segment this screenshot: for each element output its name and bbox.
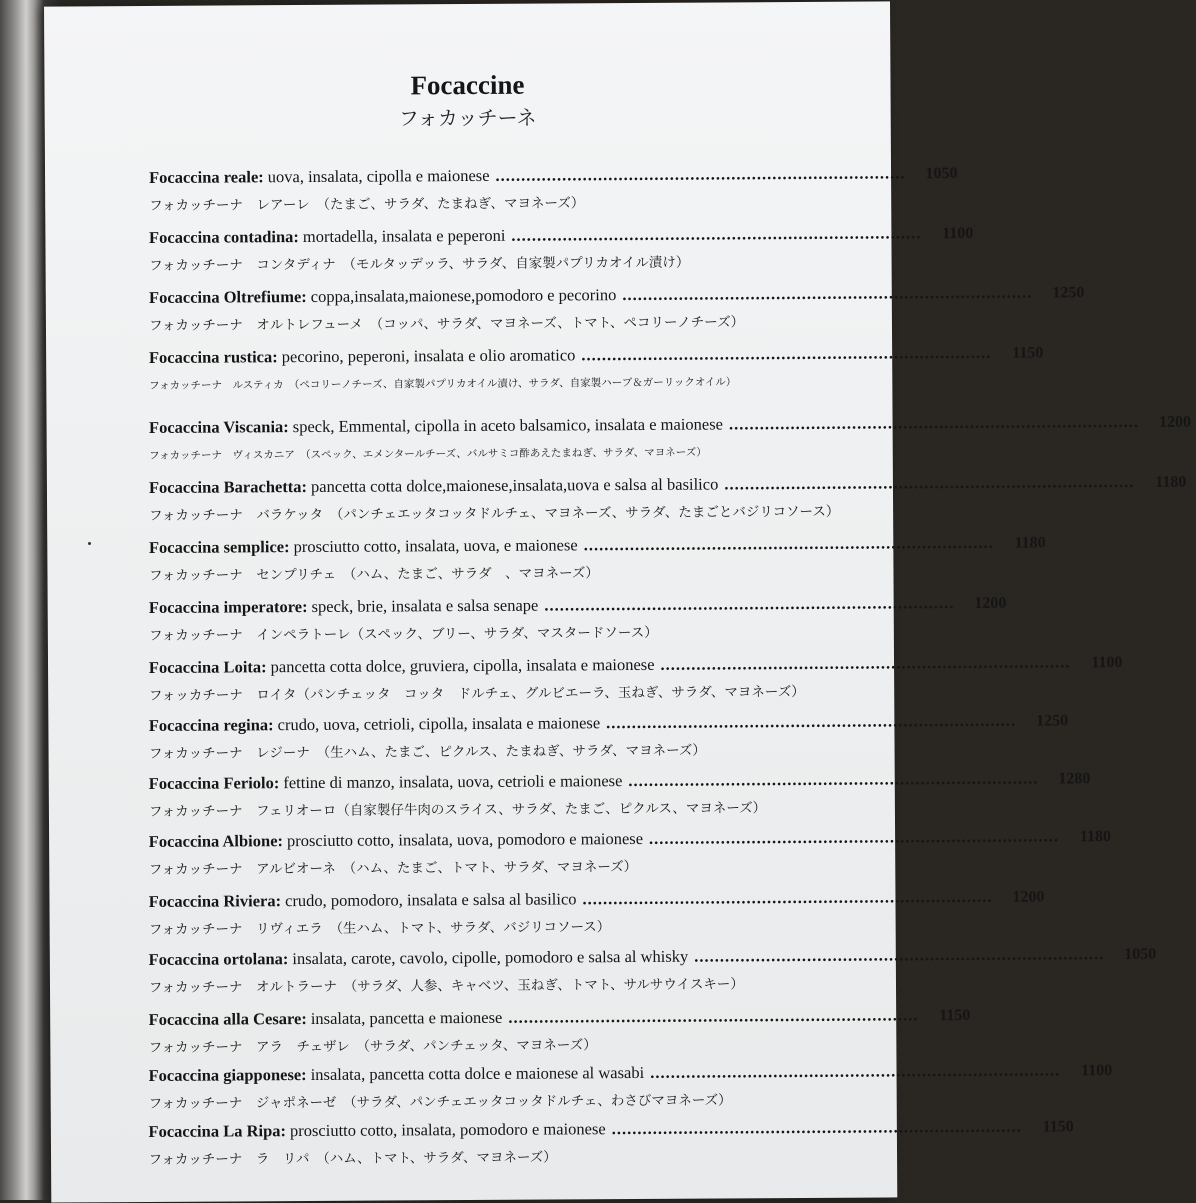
menu-item-japanese: フォカッチーナ ラ リパ （ハム、トマト、サラダ、マヨネーズ）	[148, 1149, 557, 1168]
menu-item-price: 1150	[1042, 1118, 1074, 1136]
menu-item-description: prosciutto cotto, insalata, pomodoro e maionese	[289, 1119, 606, 1141]
dot-leader: ................................................................................	[611, 1116, 1022, 1139]
menu-item-japanese: フォッカチーナ ロイタ（パンチェッタ コッタ ドルチェ、グルビエーラ、玉ねぎ、サラダ、マヨネーズ）	[148, 683, 805, 704]
menu-item-japanese: フォカッチーナ ルスティカ （ペコリーノチーズ、自家製パプリカオイル漬け、サラダ、自家製ハーブ＆ガーリックオイル）	[149, 376, 737, 392]
dot-leader: ................................................................................	[544, 593, 955, 615]
menu-item	[148, 652, 1123, 705]
menu-item	[148, 826, 1112, 879]
menu-item-price: 1250	[1052, 284, 1085, 302]
dot-leader: ................................................................................	[694, 944, 1105, 966]
menu-item	[148, 163, 958, 215]
menu-item-price: 1280	[1058, 770, 1091, 788]
menu-item-price: 1100	[942, 224, 974, 243]
menu-item-line	[148, 768, 1091, 795]
menu-item-price: 1180	[1014, 534, 1046, 552]
menu-item-description: coppa,insalata,maionese,pomodoro e pecorino	[310, 285, 617, 306]
dot-leader: ................................................................................	[622, 282, 1033, 305]
menu-item-price: 1250	[1036, 712, 1069, 730]
dot-leader: ................................................................................	[508, 1005, 919, 1027]
page-title: Focaccine	[410, 69, 525, 101]
menu-item-line	[148, 652, 1123, 679]
menu-item-japanese: フォカッチーナ ヴィスカニア （スペック、エメンタールチーズ、バルサミコ酢あえたまねぎ、サラダ、マヨネーズ）	[149, 446, 707, 462]
menu-item-japanese: フォカッチーナ オルトラーナ （サラダ、人参、キャベツ、玉ねぎ、トマト、サルサウイスキー）	[148, 976, 744, 996]
menu-item-line	[148, 593, 1007, 619]
menu-item-line	[148, 163, 958, 189]
menu-item-line	[148, 944, 1157, 971]
menu-item	[148, 710, 1069, 763]
menu-item-name: Focaccina rustica:	[148, 347, 278, 367]
menu-item-japanese: フォカッチーナ リヴィエラ （生ハム、トマト、サラダ、バジリコソース）	[148, 919, 611, 938]
menu-item-description: pancetta cotta dolce, gruviera, cipolla, insalata e maionese	[270, 654, 655, 677]
menu-item-description: pancetta cotta dolce,maionese,insalata,uova e salsa al basilico	[310, 474, 719, 496]
menu-item-japanese: フォカッチーナ インペラトーレ（スペック、ブリー、サラダ、マスタードソース）	[148, 624, 658, 644]
menu-item-description: insalata, pancetta cotta dolce e maionese al wasabi	[310, 1062, 645, 1084]
menu-item-line	[148, 1060, 1113, 1087]
menu-item-line	[148, 342, 1044, 369]
menu-item-name: Focaccina La Ripa:	[148, 1121, 287, 1141]
menu-item-description: speck, brie, insalata e salsa senape	[311, 595, 539, 616]
menu-item-line	[148, 223, 974, 249]
menu-item-name: Focaccina ortolana:	[148, 949, 289, 969]
dot-leader: ................................................................................	[660, 652, 1071, 674]
menu-item-price: 1200	[1012, 888, 1045, 906]
menu-item-name: Focaccina Viscania:	[148, 417, 289, 437]
menu-item-japanese: フォカッチーナ バラケッタ （パンチェエッタコッタドルチェ、マヨネーズ、サラダ、たまごとバジリコソース）	[149, 503, 840, 524]
menu-item	[148, 768, 1091, 821]
dot-leader: ................................................................................	[581, 342, 992, 365]
menu-item-name: Focaccina Riviera:	[148, 891, 282, 911]
menu-item-description: prosciutto cotto, insalata, uova, pomodoro e maionese	[286, 828, 644, 851]
menu-item-name: Focaccina alla Cesare:	[148, 1008, 307, 1029]
menu-item	[148, 886, 1045, 939]
menu-item-price: 1050	[1124, 945, 1157, 964]
menu-item-name: Focaccina reale:	[148, 167, 264, 187]
menu-item-japanese: フォカッチーナ レジーナ （生ハム、たまご、ピクルス、たまねぎ、サラダ、マヨネーズ）	[148, 742, 706, 762]
dot-leader: ................................................................................	[606, 710, 1017, 733]
menu-item-name: Focaccina regina:	[148, 715, 274, 735]
menu-item-name: Focaccina Barachetta:	[148, 476, 308, 497]
menu-item-description: speck, Emmental, cipolla in aceto balsamico, insalata e maionese	[292, 414, 724, 437]
menu-item	[148, 282, 1085, 335]
dot-leader: ................................................................................	[728, 411, 1140, 434]
menu-item-line	[148, 826, 1112, 853]
menu-item-japanese: フォカッチーナ アルビオーネ （ハム、たまご、トマト、サラダ、マヨネーズ）	[148, 858, 638, 878]
menu-item-name: Focaccina Oltrefiume:	[148, 286, 307, 307]
page-subtitle: フォカッチーネ	[398, 105, 537, 131]
menu-item-japanese: フォカッチーナ フェリオーロ（自家製仔牛肉のスライス、サラダ、たまご、ピクルス、マヨネーズ）	[148, 800, 767, 820]
dot-leader: ................................................................................	[724, 471, 1135, 494]
menu-item-price: 1180	[1155, 473, 1187, 491]
menu-item	[148, 411, 1192, 465]
dot-leader: ................................................................................	[648, 826, 1060, 848]
menu-item	[148, 1005, 971, 1057]
menu-item-price: 1150	[939, 1006, 971, 1025]
menu-item-japanese: フォカッチーナ レアーレ （たまご、サラダ、たまねぎ、マヨネーズ）	[149, 195, 585, 214]
menu-item-description: mortadella, insalata e peperoni	[302, 225, 506, 247]
dot-leader: ................................................................................	[511, 223, 922, 245]
menu-item-description: fettine di manzo, insalata, uova, cetrioli e maionese	[283, 771, 623, 793]
menu-item-price: 1150	[1012, 344, 1044, 362]
menu-item-line	[148, 1005, 971, 1031]
dot-leader: ................................................................................	[582, 886, 993, 909]
menu-item	[148, 1060, 1113, 1113]
menu-item-name: Focaccina semplice:	[148, 537, 290, 557]
menu-item-name: Focaccina Albione:	[148, 831, 284, 851]
menu-item	[148, 223, 974, 275]
menu-item-japanese: フォカッチーナ コンタディナ （モルタッデッラ、サラダ、自家製パプリカオイル漬け）	[149, 254, 690, 274]
menu-page	[44, 1, 1192, 1202]
menu-item-line	[148, 471, 1187, 499]
menu-item	[148, 342, 1044, 395]
menu-item-description: crudo, uova, cetrioli, cipolla, insalata e maionese	[277, 713, 601, 735]
menu-item-price: 1180	[1079, 828, 1112, 846]
menu-item-line	[148, 282, 1085, 309]
menu-item	[148, 593, 1007, 645]
dot-leader: ................................................................................	[495, 163, 906, 185]
dot-leader: ................................................................................	[628, 768, 1039, 791]
menu-item-line	[148, 532, 1046, 559]
menu-item	[148, 944, 1157, 997]
bullet-mark	[88, 542, 91, 545]
menu-item	[148, 471, 1187, 525]
menu-item-description: insalata, pancetta e maionese	[310, 1007, 503, 1028]
dot-leader: ................................................................................	[583, 532, 994, 555]
menu-item-line	[148, 411, 1192, 439]
menu-item-description: pecorino, peperoni, insalata e olio aromatico	[281, 345, 576, 367]
menu-item-description: insalata, carote, cavolo, cipolle, pomodoro e salsa al whisky	[292, 946, 689, 969]
menu-item-line	[148, 1116, 1074, 1143]
menu-item-japanese: フォカッチーナ センプリチェ （ハム、たまご、サラダ 、マヨネーズ）	[149, 565, 599, 584]
menu-item-japanese: フォカッチーナ オルトレフューメ （コッパ、サラダ、マヨネーズ、トマト、ペコリーノチーズ）	[149, 314, 745, 334]
menu-item-name: Focaccina imperatore:	[148, 596, 308, 617]
menu-item-japanese: フォカッチーナ アラ チェザレ （サラダ、パンチェッタ、マヨネーズ）	[148, 1037, 597, 1056]
menu-item-japanese: フォカッチーナ ジャポネーゼ （サラダ、パンチェエッタコッタドルチェ、わさびマヨネーズ）	[148, 1092, 732, 1112]
menu-item	[148, 1116, 1074, 1169]
dot-leader: ................................................................................	[650, 1060, 1061, 1082]
menu-item-description: crudo, pomodoro, insalata e salsa al basilico	[285, 889, 577, 911]
menu-item-price: 1200	[1158, 413, 1192, 431]
menu-item-description: prosciutto cotto, insalata, uova, e maionese	[293, 535, 578, 557]
menu-item-price: 1100	[1091, 654, 1123, 672]
menu-item-description: uova, insalata, cipolla e maionese	[267, 165, 490, 187]
menu-item-name: Focaccina Feriolo:	[148, 773, 280, 793]
menu-item-name: Focaccina giapponese:	[148, 1064, 307, 1085]
menu-item-price: 1050	[925, 165, 958, 183]
menu-item-line	[148, 886, 1045, 913]
menu-item	[148, 532, 1046, 585]
menu-item-price: 1100	[1080, 1062, 1113, 1080]
menu-item-name: Focaccina Loita:	[148, 657, 267, 677]
menu-item-name: Focaccina contadina:	[148, 227, 299, 247]
menu-item-price: 1200	[974, 594, 1007, 612]
menu-item-line	[148, 710, 1069, 737]
